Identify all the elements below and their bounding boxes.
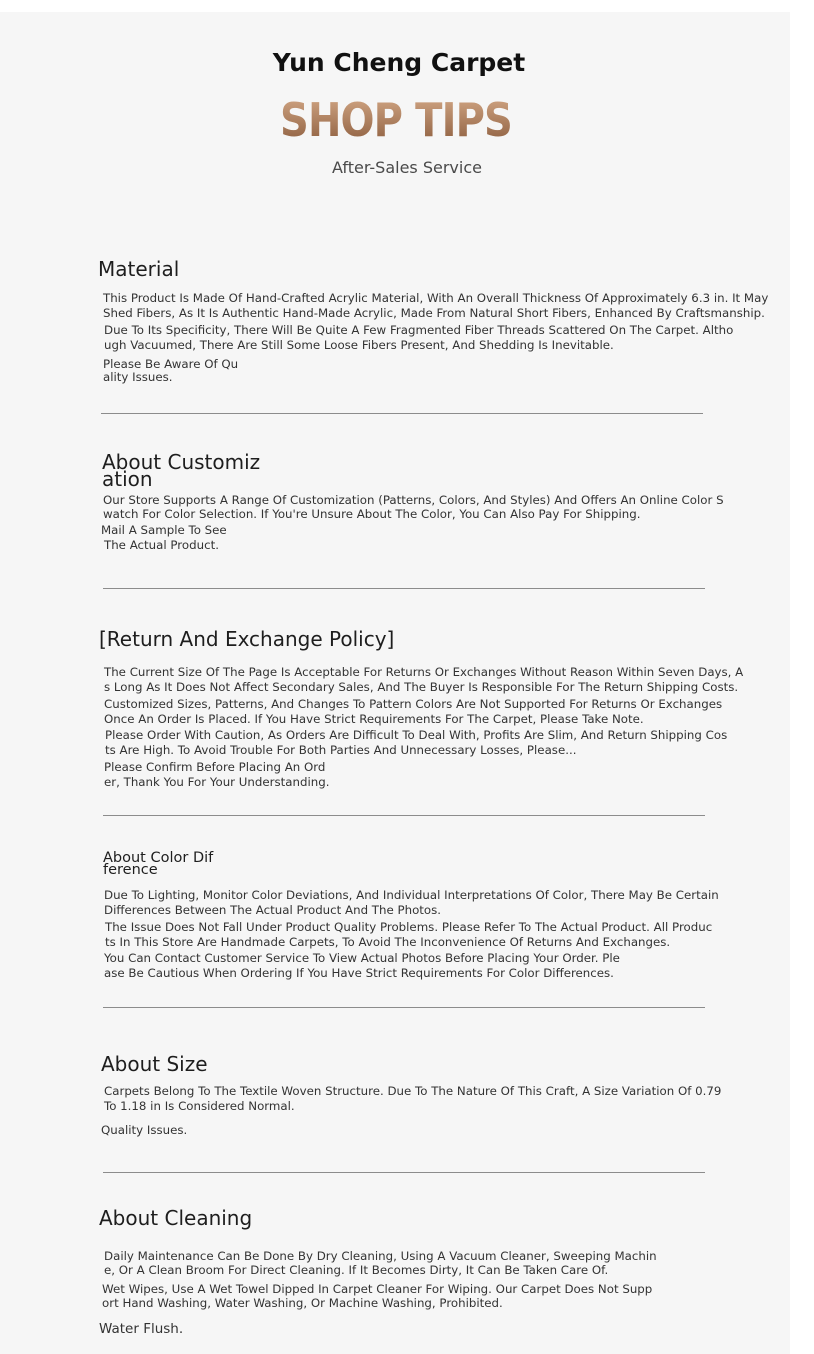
section-line: ts Are High. To Avoid Trouble For Both Parties And Unnecessary Losses, Please... [105, 743, 577, 757]
section-title-color-difference-cont: ference [103, 862, 158, 878]
section-line: Differences Between The Actual Product And The Photos. [104, 903, 442, 917]
divider [103, 1172, 705, 1173]
section-title-customization: About Customiz [102, 450, 261, 474]
section-line: ugh Vacuumed, There Are Still Some Loose Fibers Present, And Shedding Is Inevitable. [104, 338, 614, 352]
divider [103, 815, 705, 816]
section-line: Daily Maintenance Can Be Done By Dry Cleaning, Using A Vacuum Cleaner, Sweeping Machin [104, 1249, 657, 1263]
section-title-return-policy: [Return And Exchange Policy] [99, 627, 395, 651]
section-line: This Product Is Made Of Hand-Crafted Acrylic Material, With An Overall Thickness Of Approximately 6.3 in. It May [103, 291, 769, 305]
divider [103, 588, 705, 589]
section-line: Wet Wipes, Use A Wet Towel Dipped In Carpet Cleaner For Wiping. Our Carpet Does Not Supp [102, 1282, 653, 1296]
section-line: Please Be Aware Of Qu [103, 357, 239, 371]
section-line: ts In This Store Are Handmade Carpets, To Avoid The Inconvenience Of Returns And Exchanges. [105, 935, 671, 949]
section-line: er, Thank You For Your Understanding. [104, 775, 330, 789]
section-title-customization-cont: ation [102, 467, 153, 491]
divider [103, 1007, 705, 1008]
section-line: Please Order With Caution, As Orders Are Difficult To Deal With, Profits Are Slim, And Return Shipping Cos [105, 728, 728, 742]
section-line: The Issue Does Not Fall Under Product Quality Problems. Please Refer To The Actual Product. All Produc [105, 920, 713, 934]
section-line: ase Be Cautious When Ordering If You Have Strict Requirements For Color Differences. [104, 966, 614, 980]
section-line: Our Store Supports A Range Of Customization (Patterns, Colors, And Styles) And Offers An Online Color S [103, 493, 724, 507]
section-line: e, Or A Clean Broom For Direct Cleaning. If It Becomes Dirty, It Can Be Taken Care Of. [104, 1263, 609, 1277]
shop-tips-logo [276, 82, 516, 150]
after-sales-label: After-Sales Service [332, 158, 482, 177]
section-line: To 1.18 in Is Considered Normal. [104, 1099, 295, 1113]
section-line: Once An Order Is Placed. If You Have Strict Requirements For The Carpet, Please Take Note. [104, 712, 644, 726]
section-line: Due To Its Specificity, There Will Be Quite A Few Fragmented Fiber Threads Scattered On The Carpet. Altho [104, 323, 734, 337]
brand-title: Yun Cheng Carpet [272, 48, 526, 77]
section-line: Quality Issues. [101, 1123, 188, 1137]
section-line: watch For Color Selection. If You're Unsure About The Color, You Can Also Pay For Shipping. [103, 507, 641, 521]
section-line: Shed Fibers, As It Is Authentic Hand-Made Acrylic, Made From Natural Short Fibers, Enhanced By Craftsmanship. [103, 306, 765, 320]
section-title-color-difference: About Color Dif [103, 850, 214, 866]
section-title-cleaning: About Cleaning [99, 1206, 253, 1230]
section-line: ort Hand Washing, Water Washing, Or Machine Washing, Prohibited. [102, 1296, 503, 1310]
section-line: Customized Sizes, Patterns, And Changes To Pattern Colors Are Not Supported For Returns Or Exchanges [104, 697, 723, 711]
section-line: You Can Contact Customer Service To View Actual Photos Before Placing Your Order. Ple [104, 951, 620, 965]
section-title-material: Material [98, 257, 180, 281]
section-line: The Current Size Of The Page Is Acceptable For Returns Or Exchanges Without Reason Within Seven Days, A [104, 665, 744, 679]
section-line: Carpets Belong To The Textile Woven Structure. Due To The Nature Of This Craft, A Size Variation Of 0.79 [104, 1084, 722, 1098]
section-line: ality Issues. [103, 370, 173, 384]
divider [101, 413, 703, 414]
section-title-size: About Size [101, 1052, 208, 1076]
section-line: The Actual Product. [104, 538, 219, 552]
logo-text: SHOP TIPS [280, 93, 512, 147]
section-line: Due To Lighting, Monitor Color Deviations, And Individual Interpretations Of Color, There May Be Certain [104, 888, 719, 902]
section-line: Mail A Sample To See [101, 523, 227, 537]
section-line: Please Confirm Before Placing An Ord [104, 760, 326, 774]
section-line: s Long As It Does Not Affect Secondary Sales, And The Buyer Is Responsible For The Return Shipping Costs. [104, 680, 739, 694]
section-line: Water Flush. [99, 1321, 184, 1337]
